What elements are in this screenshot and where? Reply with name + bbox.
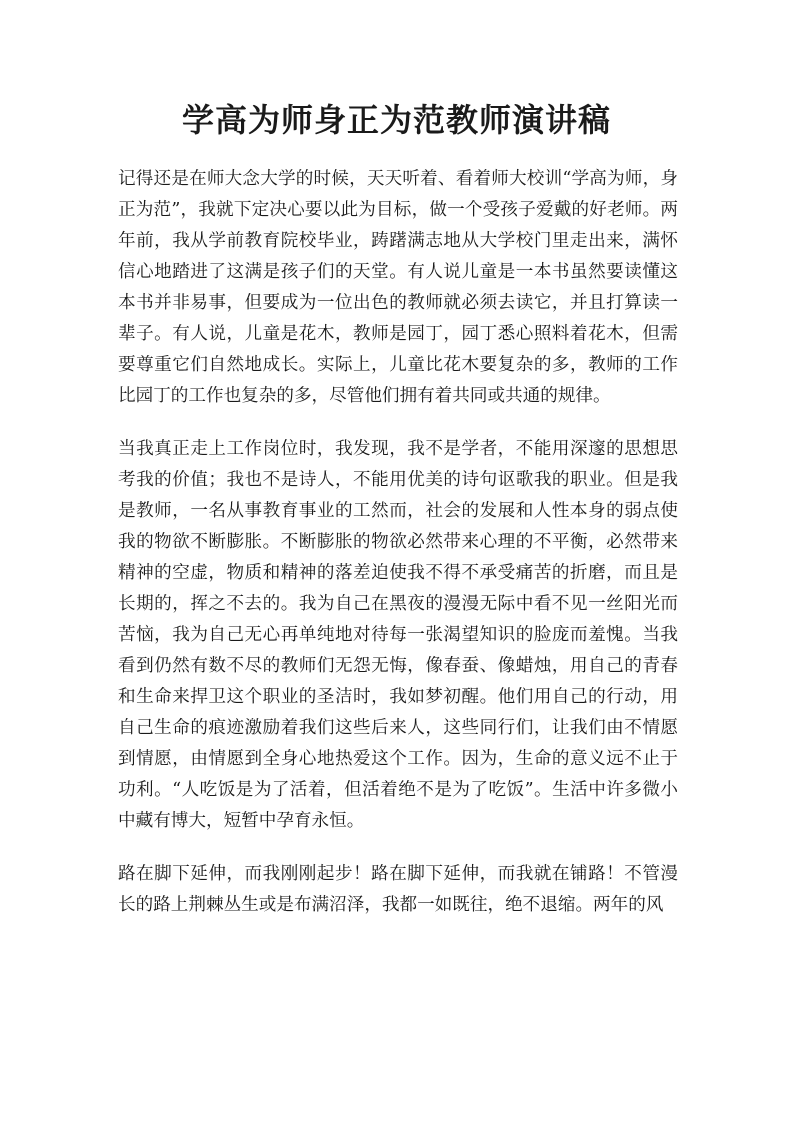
paragraph-2: 当我真正走上工作岗位时，我发现，我不是学者，不能用深邃的思想思考我的价值；我也不是诗人，不能用优美的诗句讴歌我的职业。但是我是教师，一名从事教育事业的工然而，社会的发展和人性本身的弱点使我的物欲不断膨胀。不断膨胀的物欲必然带来心理的不平衡，必然带来精神的空虚，物质和精神的落差迫使我不得不承受痛苦的折磨，而且是长期的，挥之不去的。我为自己在黑夜的漫漫无际中看不见一丝阳光而苦恼，我为自己无心再单纯地对待每一张渴望知识的脸庞而羞愧。当我看到仍然有数不尽的教师们无怨无悔，像春蚕、像蜡烛，用自己的青春和生命来捍卫这个职业的圣洁时，我如梦初醒。他们用自己的行动，用自己生命的痕迹激励着我们这些后来人，这些同行们，让我们由不情愿到情愿，由情愿到全身心地热爱这个工作。因为，生命的意义远不止于功利。“人吃饭是为了活着，但活着绝不是为了吃饭”。生活中许多微小中藏有博大，短暂中孕育永恒。 — [118, 439, 678, 831]
document-title: 学高为师身正为范教师演讲稿 — [181, 101, 611, 139]
document-body — [118, 164, 678, 943]
paragraph-1: 记得还是在师大念大学的时候，天天听着、看着师大校训“学高为师，身正为范”，我就下定决心要以此为目标，做一个受孩子爱戴的好老师。两年前，我从学前教育院校毕业，踌躇满志地从大学校门里走出来，满怀信心地踏进了这满是孩子们的天堂。有人说儿童是一本书虽然要读懂这本书并非易事，但要成为一位出色的教师就必须去读它，并且打算读一辈子。有人说，儿童是花木，教师是园丁，园丁悉心照料着花木，但需要尊重它们自然地成长。实际上，儿童比花木要复杂的多，教师的工作比园丁的工作也复杂的多，尽管他们拥有着共同或共通的规律。 — [118, 169, 678, 406]
paragraph-3: 路在脚下延伸，而我刚刚起步！路在脚下延伸，而我就在铺路！不管漫长的路上荆棘丛生或是布满沼泽，我都一如既往，绝不退缩。两年的风 — [118, 864, 678, 915]
